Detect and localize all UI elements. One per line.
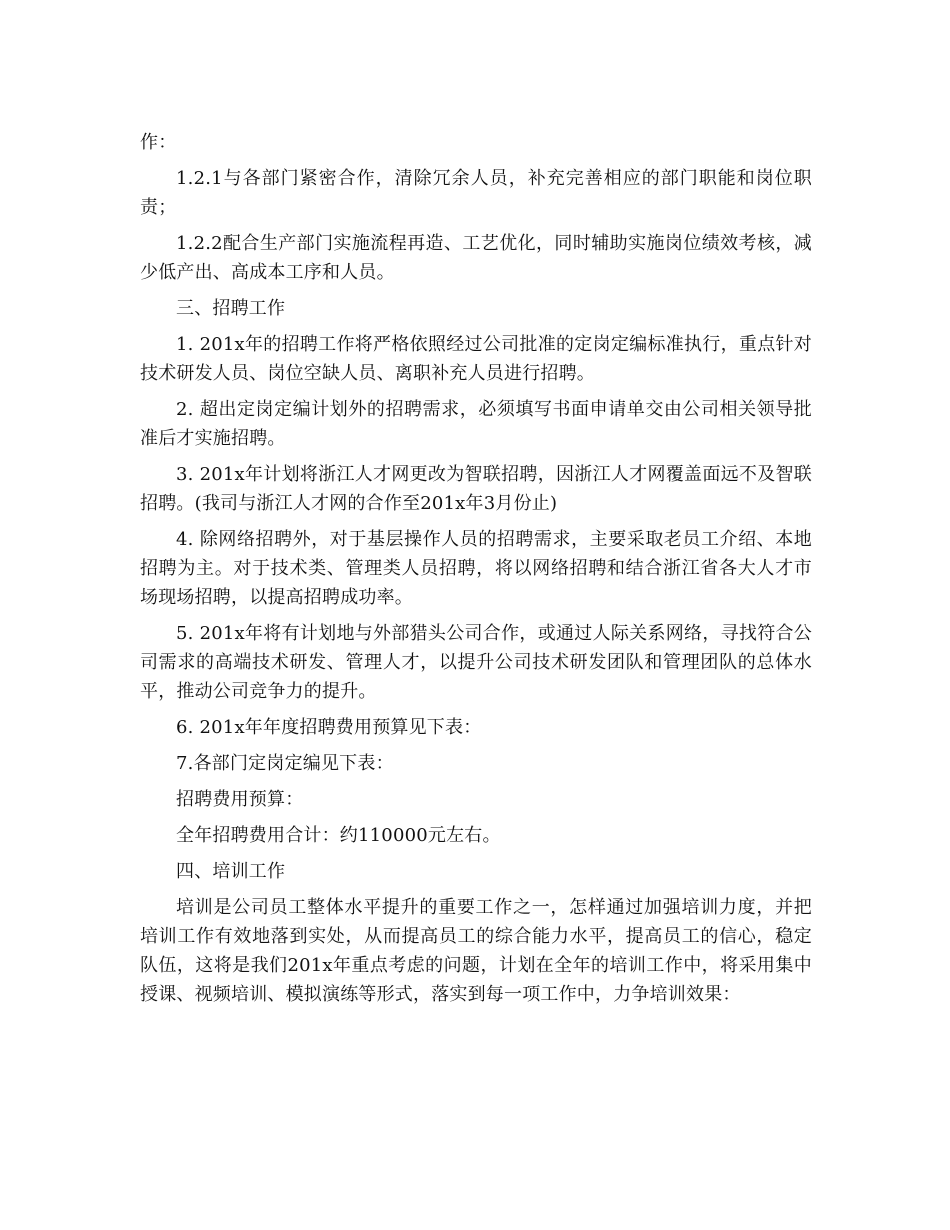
paragraph-recruitment-7: 7.各部门定岗定编见下表： <box>176 753 394 774</box>
paragraph-1-2-2: 1.2.2配合生产部门实施流程再造、工艺优化，同时辅助实施岗位绩效考核，减少低产出、高成本工序和人员。 <box>140 233 812 283</box>
paragraph-1-2-1: 1.2.1与各部门紧密合作，清除冗余人员，补充完善相应的部门职能和岗位职责； <box>140 168 812 218</box>
paragraph-budget-total: 全年招聘费用合计：约110000元左右。 <box>176 825 501 846</box>
paragraph-recruitment-4: 4. 除网络招聘外，对于基层操作人员的招聘需求，主要采取老员工介绍、本地招聘为主。对于技术类、管理类人员招聘，将以网络招聘和结合浙江省各大人才市场现场招聘，以提高招聘成功率。 <box>140 529 812 608</box>
section-heading-recruitment: 三、招聘工作 <box>176 298 286 319</box>
paragraph-recruitment-2: 2. 超出定岗定编计划外的招聘需求，必须填写书面申请单交由公司相关领导批准后才实施招聘。 <box>140 399 812 449</box>
paragraph-recruitment-6: 6. 201x年年度招聘费用预算见下表： <box>176 717 482 738</box>
paragraph-recruitment-3: 3. 201x年计划将浙江人才网更改为智联招聘，因浙江人才网覆盖面远不及智联招聘。(我司与浙江人才网的合作至201x年3月份止) <box>140 464 812 514</box>
paragraph-recruitment-1: 1. 201x年的招聘工作将严格依照经过公司批准的定岗定编标准执行，重点针对技术研发人员、岗位空缺人员、离职补充人员进行招聘。 <box>140 334 812 384</box>
document-body <box>140 128 812 1016</box>
section-heading-training: 四、培训工作 <box>176 861 286 882</box>
paragraph-continuation: 作： <box>140 132 177 153</box>
paragraph-recruitment-5: 5. 201x年将有计划地与外部猎头公司合作，或通过人际关系网络，寻找符合公司需求的高端技术研发、管理人才，以提升公司技术研发团队和管理团队的总体水平，推动公司竞争力的提升。 <box>140 623 812 702</box>
paragraph-budget-label: 招聘费用预算： <box>176 789 304 810</box>
paragraph-training-intro: 培训是公司员工整体水平提升的重要工作之一，怎样通过加强培训力度，并把培训工作有效地落到实处，从而提高员工的综合能力水平，提高员工的信心，稳定队伍，这将是我们201x年重点考虑的问题，计划在全年的培训工作中，将采用集中授课、视频培训、模拟演练等形式，落实到每一项工作中，力争培训效果： <box>140 897 812 1005</box>
